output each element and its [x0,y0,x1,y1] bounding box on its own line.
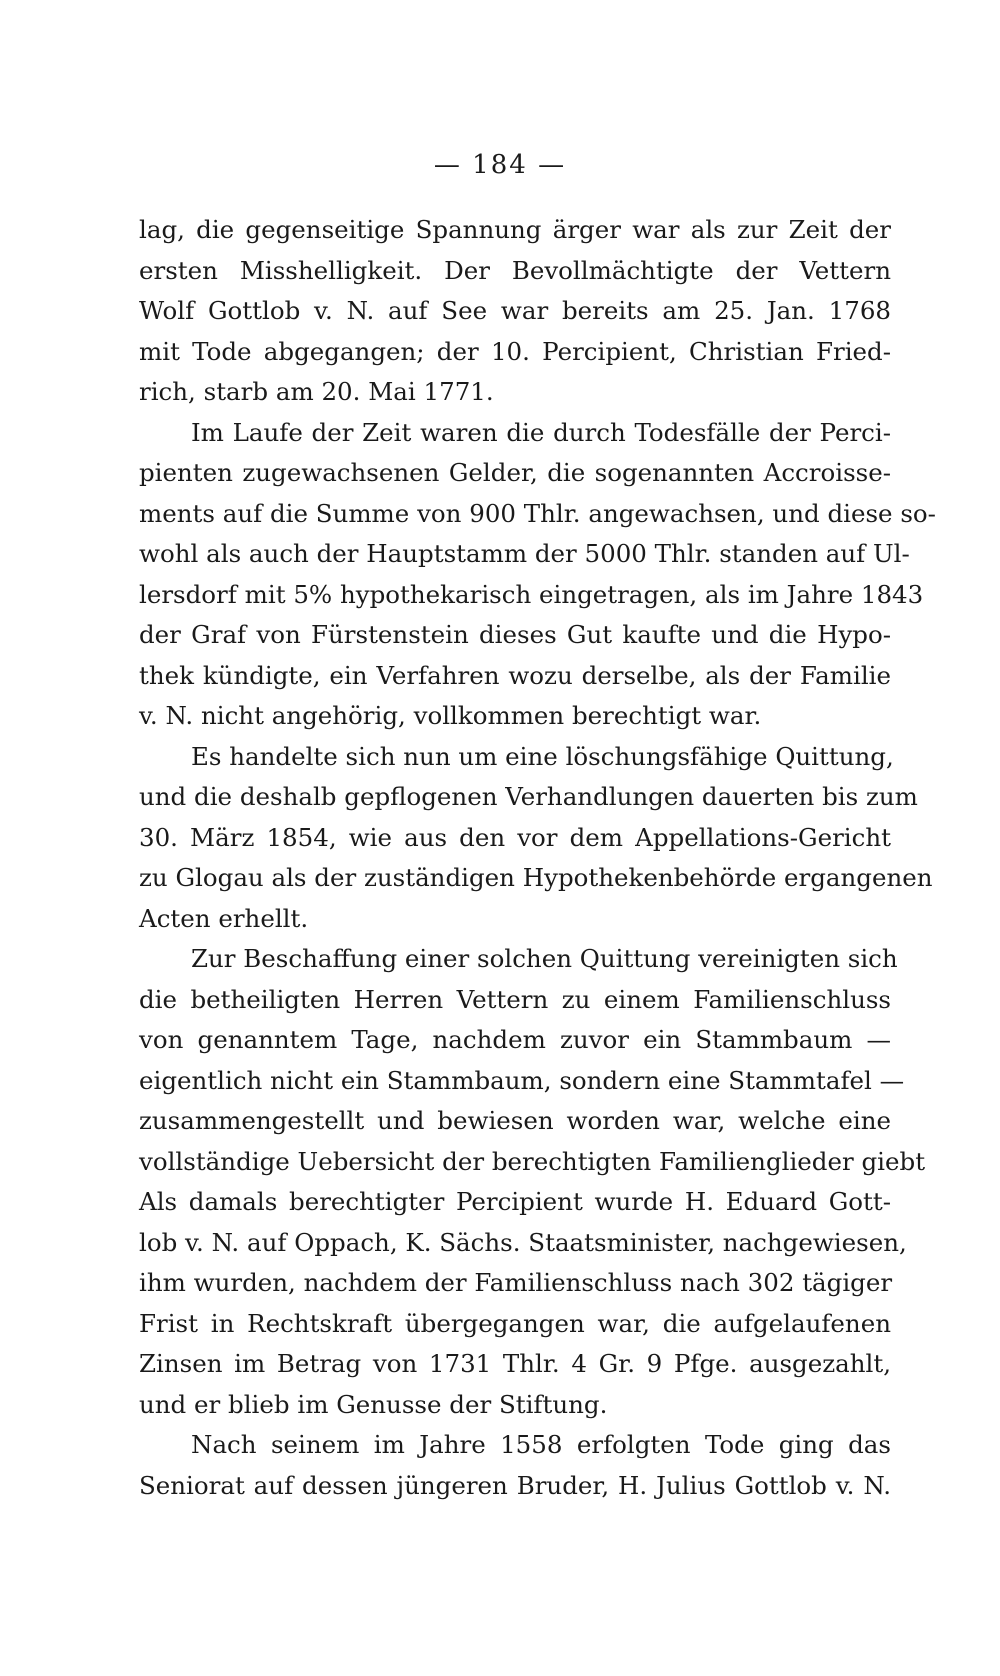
text-line: Als damals berechtigter Percipient wurde H. Eduard Gott- [139,1187,891,1216]
text-line: ihm wurden, nachdem der Familienschluss nach 302 tägiger [139,1268,893,1297]
text-line: lersdorf mit 5% hypothekarisch eingetragen, als im Jahre 1843 [139,579,924,609]
text-line: der Graf von Fürstenstein dieses Gut kaufte und die Hypo- [139,620,891,649]
text-line: Zinsen im Betrag von 1731 Thlr. 4 Gr. 9 Pfge. ausgezahlt, [139,1349,891,1378]
text-line: und er blieb im Genusse der Stiftung. [139,1389,608,1419]
text-line: Seniorat auf dessen jüngeren Bruder, H. Julius Gottlob v. N. [139,1470,891,1500]
text-line: v. N. nicht angehörig, vollkommen berechtigt war. [139,701,762,730]
body-text [139,210,936,1506]
text-line: Nach seinem im Jahre 1558 erfolgten Tode ging das [191,1430,891,1459]
text-line: Es handelte sich nun um eine löschungsfähige Quittung, [191,741,894,771]
text-line: eigentlich nicht ein Stammbaum, sondern eine Stammtafel — [139,1065,905,1095]
text-line: 30. März 1854, wie aus den vor dem Appellations-Gericht [139,822,891,852]
text-line: vollständige Uebersicht der berechtigten Familienglieder giebt [139,1146,926,1176]
page-number: — 184 — [433,150,567,180]
text-line: wohl als auch der Hauptstamm der 5000 Thlr. standen auf Ul- [139,539,910,568]
text-line: lob v. N. auf Oppach, K. Sächs. Staatsminister, nachgewiesen, [139,1227,907,1257]
text-line: Frist in Rechtskraft übergegangen war, die aufgelaufenen [139,1308,891,1338]
text-line: pienten zugewachsenen Gelder, die sogenannten Accroisse- [139,458,891,487]
text-line: und die deshalb gepflogenen Verhandlungen dauerten bis zum [139,782,918,811]
text-line: zu Glogau als der zuständigen Hypothekenbehörde ergangenen [139,863,933,892]
text-line: thek kündigte, ein Verfahren wozu derselbe, als der Familie [139,660,891,690]
text-line: ersten Misshelligkeit. Der Bevollmächtigte der Vettern [139,255,891,285]
text-line: die betheiligten Herren Vettern zu einem Familienschluss [139,984,891,1014]
text-line: Wolf Gottlob v. N. auf See war bereits am 25. Jan. 1768 [139,296,891,325]
text-line: zusammengestellt und bewiesen worden war, welche eine [139,1106,891,1135]
text-line: Im Laufe der Zeit waren die durch Todesfälle der Perci- [191,417,891,447]
text-line: rich, starb am 20. Mai 1771. [139,377,494,406]
text-line: mit Tode abgegangen; der 10. Percipient, Christian Fried- [139,336,891,366]
text-line: Zur Beschaffung einer solchen Quittung vereinigten sich [191,944,898,973]
text-line: ments auf die Summe von 900 Thlr. angewachsen, und diese so- [139,498,936,528]
text-line: Acten erhellt. [139,903,309,933]
text-line: lag, die gegenseitige Spannung ärger war als zur Zeit der [139,215,891,244]
text-line: von genanntem Tage, nachdem zuvor ein Stammbaum — [139,1025,891,1054]
